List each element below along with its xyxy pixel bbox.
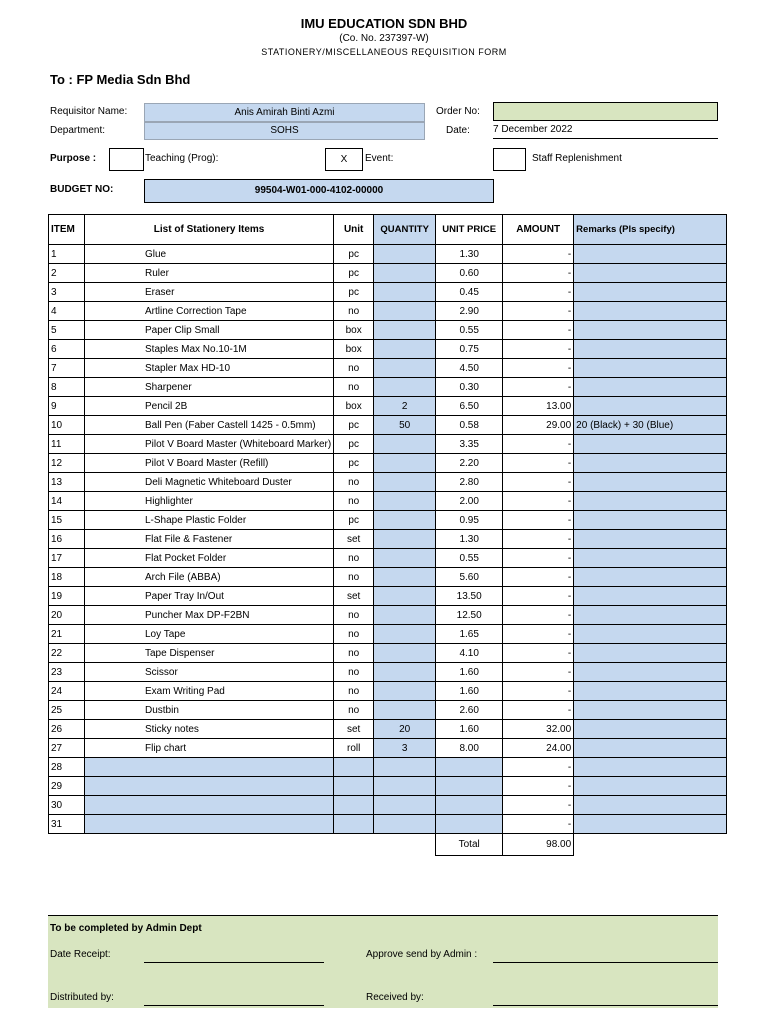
col-item-header: ITEM bbox=[49, 215, 85, 245]
budget-field[interactable]: 99504-W01-000-4102-00000 bbox=[144, 179, 494, 203]
table-row bbox=[49, 302, 727, 321]
approve-label: Approve send by Admin : bbox=[366, 949, 478, 960]
approve-line[interactable] bbox=[493, 961, 718, 963]
table-row bbox=[49, 549, 727, 568]
recipient: To : FP Media Sdn Bhd bbox=[50, 72, 191, 87]
cell-remarks[interactable] bbox=[574, 815, 727, 834]
cell-item-no: 10 bbox=[49, 416, 85, 435]
cell-unit: no bbox=[334, 568, 374, 587]
table-row bbox=[49, 568, 727, 587]
teaching-label: Teaching (Prog): bbox=[145, 153, 219, 164]
cell-unit: no bbox=[334, 378, 374, 397]
cell-remarks[interactable] bbox=[574, 644, 727, 663]
cell-quantity[interactable] bbox=[374, 454, 436, 473]
cell-remarks[interactable] bbox=[574, 454, 727, 473]
cell-unit: pc bbox=[334, 511, 374, 530]
table-row bbox=[49, 530, 727, 549]
cell-amount: 29.00 bbox=[503, 416, 574, 435]
cell-unit-price: 1.30 bbox=[436, 245, 503, 264]
cell-amount: - bbox=[503, 378, 574, 397]
cell-item-name: Flat Pocket Folder bbox=[85, 549, 334, 568]
distributed-line[interactable] bbox=[144, 1004, 324, 1006]
cell-quantity[interactable] bbox=[374, 568, 436, 587]
cell-unit-price: 6.50 bbox=[436, 397, 503, 416]
table-row bbox=[49, 587, 727, 606]
cell-item-no: 22 bbox=[49, 644, 85, 663]
cell-quantity[interactable] bbox=[374, 245, 436, 264]
cell-unit-price: 1.30 bbox=[436, 530, 503, 549]
cell-item-no: 23 bbox=[49, 663, 85, 682]
cell-unit-price: 1.60 bbox=[436, 682, 503, 701]
table-row bbox=[49, 264, 727, 283]
cell-remarks[interactable] bbox=[574, 321, 727, 340]
teaching-checkbox[interactable] bbox=[109, 148, 144, 171]
cell-remarks[interactable] bbox=[574, 758, 727, 777]
order-field[interactable] bbox=[493, 102, 718, 121]
table-row bbox=[49, 815, 727, 834]
cell-unit bbox=[334, 758, 374, 777]
cell-unit-price: 0.45 bbox=[436, 283, 503, 302]
cell-unit-price: 1.65 bbox=[436, 625, 503, 644]
table-row bbox=[49, 359, 727, 378]
staff-checkbox[interactable] bbox=[493, 148, 526, 171]
cell-item-no: 6 bbox=[49, 340, 85, 359]
cell-amount: - bbox=[503, 340, 574, 359]
cell-amount: - bbox=[503, 264, 574, 283]
table-row bbox=[49, 473, 727, 492]
cell-unit-price: 8.00 bbox=[436, 739, 503, 758]
cell-unit-price: 3.35 bbox=[436, 435, 503, 454]
cell-amount: - bbox=[503, 283, 574, 302]
cell-amount: - bbox=[503, 492, 574, 511]
company-name: IMU EDUCATION SDN BHD bbox=[300, 16, 468, 31]
cell-unit-price: 0.95 bbox=[436, 511, 503, 530]
company-number: (Co. No. 237397-W) bbox=[339, 33, 429, 44]
cell-quantity[interactable] bbox=[374, 378, 436, 397]
cell-unit: set bbox=[334, 530, 374, 549]
cell-amount: - bbox=[503, 625, 574, 644]
cell-item-no: 15 bbox=[49, 511, 85, 530]
cell-quantity[interactable] bbox=[374, 606, 436, 625]
cell-quantity[interactable] bbox=[374, 283, 436, 302]
cell-item-name: Tape Dispenser bbox=[85, 644, 334, 663]
cell-item-name: Sharpener bbox=[85, 378, 334, 397]
table-row bbox=[49, 777, 727, 796]
requisitor-label: Requisitor Name: bbox=[50, 106, 128, 117]
cell-item-name: L-Shape Plastic Folder bbox=[85, 511, 334, 530]
cell-remarks[interactable]: 20 (Black) + 30 (Blue) bbox=[574, 416, 727, 435]
cell-quantity[interactable] bbox=[374, 587, 436, 606]
received-line[interactable] bbox=[493, 1004, 718, 1006]
cell-item-name: Pilot V Board Master (Refill) bbox=[85, 454, 334, 473]
cell-item-no: 5 bbox=[49, 321, 85, 340]
staff-label: Staff Replenishment bbox=[532, 153, 622, 164]
cell-remarks[interactable] bbox=[574, 264, 727, 283]
cell-remarks[interactable] bbox=[574, 777, 727, 796]
cell-amount: - bbox=[503, 815, 574, 834]
cell-unit: no bbox=[334, 682, 374, 701]
table-row bbox=[49, 758, 727, 777]
cell-unit-price: 0.60 bbox=[436, 264, 503, 283]
cell-unit: no bbox=[334, 701, 374, 720]
cell-amount: - bbox=[503, 644, 574, 663]
table-row bbox=[49, 245, 727, 264]
cell-unit-price: 5.60 bbox=[436, 568, 503, 587]
cell-unit: pc bbox=[334, 416, 374, 435]
cell-unit bbox=[334, 796, 374, 815]
cell-amount: - bbox=[503, 302, 574, 321]
cell-unit: no bbox=[334, 549, 374, 568]
cell-unit-price: 0.75 bbox=[436, 340, 503, 359]
cell-unit: no bbox=[334, 492, 374, 511]
cell-item-no: 14 bbox=[49, 492, 85, 511]
cell-item-no: 29 bbox=[49, 777, 85, 796]
cell-item-no: 1 bbox=[49, 245, 85, 264]
table-row bbox=[49, 663, 727, 682]
cell-unit: box bbox=[334, 397, 374, 416]
form-title: STATIONERY/MISCELLANEOUS REQUISITION FORM bbox=[261, 47, 507, 57]
budget-label: BUDGET NO: bbox=[50, 184, 114, 195]
col-unit-header: Unit bbox=[334, 215, 374, 245]
cell-remarks[interactable] bbox=[574, 625, 727, 644]
table-row bbox=[49, 340, 727, 359]
cell-remarks[interactable] bbox=[574, 739, 727, 758]
cell-item-no: 7 bbox=[49, 359, 85, 378]
cell-amount: - bbox=[503, 454, 574, 473]
cell-amount: - bbox=[503, 587, 574, 606]
cell-quantity[interactable] bbox=[374, 796, 436, 815]
cell-unit: no bbox=[334, 663, 374, 682]
cell-item-no: 11 bbox=[49, 435, 85, 454]
cell-unit-price: 0.30 bbox=[436, 378, 503, 397]
cell-item-name: Scissor bbox=[85, 663, 334, 682]
cell-amount: - bbox=[503, 663, 574, 682]
cell-remarks[interactable] bbox=[574, 530, 727, 549]
received-label: Received by: bbox=[366, 992, 424, 1003]
cell-item-name: Artline Correction Tape bbox=[85, 302, 334, 321]
cell-remarks[interactable] bbox=[574, 568, 727, 587]
cell-item-name: Highlighter bbox=[85, 492, 334, 511]
cell-quantity[interactable]: 3 bbox=[374, 739, 436, 758]
cell-unit-price: 1.60 bbox=[436, 663, 503, 682]
cell-remarks[interactable] bbox=[574, 549, 727, 568]
cell-unit: set bbox=[334, 587, 374, 606]
cell-unit-price bbox=[436, 815, 503, 834]
cell-item-name: Arch File (ABBA) bbox=[85, 568, 334, 587]
table-row bbox=[49, 397, 727, 416]
cell-item-name: Ruler bbox=[85, 264, 334, 283]
cell-item-name: Ball Pen (Faber Castell 1425 - 0.5mm) bbox=[85, 416, 334, 435]
cell-quantity[interactable]: 20 bbox=[374, 720, 436, 739]
cell-amount: - bbox=[503, 682, 574, 701]
cell-remarks[interactable] bbox=[574, 340, 727, 359]
cell-unit-price: 1.60 bbox=[436, 720, 503, 739]
date-label: Date: bbox=[446, 125, 470, 136]
cell-unit-price: 0.55 bbox=[436, 321, 503, 340]
cell-amount: - bbox=[503, 473, 574, 492]
cell-unit: pc bbox=[334, 264, 374, 283]
cell-item-no: 9 bbox=[49, 397, 85, 416]
cell-item-name: Eraser bbox=[85, 283, 334, 302]
total-row bbox=[49, 834, 727, 856]
cell-quantity[interactable] bbox=[374, 701, 436, 720]
cell-quantity[interactable] bbox=[374, 492, 436, 511]
col-unit-price-header: UNIT PRICE bbox=[436, 215, 503, 245]
cell-item-no: 2 bbox=[49, 264, 85, 283]
cell-unit: no bbox=[334, 644, 374, 663]
cell-item-name: Glue bbox=[85, 245, 334, 264]
cell-unit: pc bbox=[334, 435, 374, 454]
table-row bbox=[49, 644, 727, 663]
total-label: Total bbox=[436, 834, 503, 856]
date-field[interactable]: 7 December 2022 bbox=[493, 124, 718, 139]
cell-item-name: Paper Clip Small bbox=[85, 321, 334, 340]
cell-unit-price: 0.58 bbox=[436, 416, 503, 435]
table-row bbox=[49, 720, 727, 739]
cell-unit-price: 0.55 bbox=[436, 549, 503, 568]
date-receipt-label: Date Receipt: bbox=[50, 949, 111, 960]
cell-item-no: 12 bbox=[49, 454, 85, 473]
cell-remarks[interactable] bbox=[574, 796, 727, 815]
cell-remarks[interactable] bbox=[574, 682, 727, 701]
cell-item-name: Pencil 2B bbox=[85, 397, 334, 416]
table-row bbox=[49, 606, 727, 625]
cell-item-no: 19 bbox=[49, 587, 85, 606]
cell-unit-price: 4.50 bbox=[436, 359, 503, 378]
cell-amount: - bbox=[503, 549, 574, 568]
cell-quantity[interactable]: 2 bbox=[374, 397, 436, 416]
cell-unit: set bbox=[334, 720, 374, 739]
cell-item-name: Sticky notes bbox=[85, 720, 334, 739]
cell-item-no: 30 bbox=[49, 796, 85, 815]
cell-unit: pc bbox=[334, 245, 374, 264]
cell-unit: roll bbox=[334, 739, 374, 758]
cell-quantity[interactable] bbox=[374, 511, 436, 530]
cell-item-name bbox=[85, 796, 334, 815]
cell-item-name: Stapler Max HD-10 bbox=[85, 359, 334, 378]
cell-amount: - bbox=[503, 777, 574, 796]
cell-item-name: Exam Writing Pad bbox=[85, 682, 334, 701]
cell-unit-price bbox=[436, 796, 503, 815]
cell-unit: no bbox=[334, 606, 374, 625]
cell-unit bbox=[334, 777, 374, 796]
table-row bbox=[49, 682, 727, 701]
cell-amount: 24.00 bbox=[503, 739, 574, 758]
cell-remarks[interactable] bbox=[574, 245, 727, 264]
admin-title: To be completed by Admin Dept bbox=[50, 923, 202, 934]
order-label: Order No: bbox=[436, 106, 480, 117]
table-row bbox=[49, 701, 727, 720]
table-row bbox=[49, 511, 727, 530]
table-row bbox=[49, 625, 727, 644]
cell-item-no: 3 bbox=[49, 283, 85, 302]
cell-remarks[interactable] bbox=[574, 397, 727, 416]
cell-amount: - bbox=[503, 606, 574, 625]
cell-quantity[interactable] bbox=[374, 815, 436, 834]
cell-unit-price: 13.50 bbox=[436, 587, 503, 606]
table-row bbox=[49, 796, 727, 815]
admin-section bbox=[48, 915, 718, 1008]
cell-unit: no bbox=[334, 302, 374, 321]
items-table bbox=[48, 214, 727, 856]
cell-remarks[interactable] bbox=[574, 492, 727, 511]
cell-unit bbox=[334, 815, 374, 834]
col-remarks-header: Remarks (Pls specify) bbox=[574, 215, 727, 245]
cell-amount: 13.00 bbox=[503, 397, 574, 416]
date-receipt-line[interactable] bbox=[144, 961, 324, 963]
cell-amount: 32.00 bbox=[503, 720, 574, 739]
cell-remarks[interactable] bbox=[574, 720, 727, 739]
table-row bbox=[49, 416, 727, 435]
table-row bbox=[49, 321, 727, 340]
cell-unit-price bbox=[436, 758, 503, 777]
cell-remarks[interactable] bbox=[574, 701, 727, 720]
cell-item-no: 26 bbox=[49, 720, 85, 739]
cell-remarks[interactable] bbox=[574, 435, 727, 454]
col-list-header: List of Stationery Items bbox=[85, 215, 334, 245]
cell-quantity[interactable] bbox=[374, 663, 436, 682]
cell-remarks[interactable] bbox=[574, 473, 727, 492]
cell-quantity[interactable]: 50 bbox=[374, 416, 436, 435]
col-amount-header: AMOUNT bbox=[503, 215, 574, 245]
cell-item-no: 27 bbox=[49, 739, 85, 758]
cell-item-name: Staples Max No.10-1M bbox=[85, 340, 334, 359]
cell-amount: - bbox=[503, 530, 574, 549]
cell-amount: - bbox=[503, 568, 574, 587]
cell-item-name: Flat File & Fastener bbox=[85, 530, 334, 549]
cell-unit: pc bbox=[334, 283, 374, 302]
cell-remarks[interactable] bbox=[574, 587, 727, 606]
cell-unit: pc bbox=[334, 454, 374, 473]
cell-item-no: 17 bbox=[49, 549, 85, 568]
cell-quantity[interactable] bbox=[374, 530, 436, 549]
table-row bbox=[49, 739, 727, 758]
table-row bbox=[49, 283, 727, 302]
cell-unit-price: 4.10 bbox=[436, 644, 503, 663]
cell-remarks[interactable] bbox=[574, 378, 727, 397]
cell-amount: - bbox=[503, 359, 574, 378]
cell-item-name: Paper Tray In/Out bbox=[85, 587, 334, 606]
cell-item-no: 13 bbox=[49, 473, 85, 492]
cell-unit-price: 2.60 bbox=[436, 701, 503, 720]
table-row bbox=[49, 435, 727, 454]
cell-unit-price: 2.80 bbox=[436, 473, 503, 492]
purpose-label: Purpose : bbox=[50, 153, 97, 164]
cell-item-no: 4 bbox=[49, 302, 85, 321]
cell-item-no: 31 bbox=[49, 815, 85, 834]
cell-quantity[interactable] bbox=[374, 340, 436, 359]
cell-unit: no bbox=[334, 359, 374, 378]
cell-amount: - bbox=[503, 758, 574, 777]
cell-unit-price bbox=[436, 777, 503, 796]
cell-unit-price: 2.20 bbox=[436, 454, 503, 473]
cell-quantity[interactable] bbox=[374, 644, 436, 663]
cell-item-no: 16 bbox=[49, 530, 85, 549]
department-field[interactable]: SOHS bbox=[144, 122, 425, 140]
cell-remarks[interactable] bbox=[574, 359, 727, 378]
cell-remarks[interactable] bbox=[574, 511, 727, 530]
cell-amount: - bbox=[503, 701, 574, 720]
cell-amount: - bbox=[503, 511, 574, 530]
cell-quantity[interactable] bbox=[374, 549, 436, 568]
cell-amount: - bbox=[503, 796, 574, 815]
cell-unit: no bbox=[334, 473, 374, 492]
cell-item-name bbox=[85, 777, 334, 796]
cell-item-name bbox=[85, 758, 334, 777]
cell-quantity[interactable] bbox=[374, 682, 436, 701]
col-quantity-header: QUANTITY bbox=[374, 215, 436, 245]
cell-remarks[interactable] bbox=[574, 283, 727, 302]
event-checkbox[interactable]: X bbox=[325, 148, 363, 171]
requisitor-field[interactable]: Anis Amirah Binti Azmi bbox=[144, 103, 425, 122]
cell-item-name bbox=[85, 815, 334, 834]
cell-unit-price: 12.50 bbox=[436, 606, 503, 625]
total-value: 98.00 bbox=[503, 834, 574, 856]
cell-quantity[interactable] bbox=[374, 777, 436, 796]
department-label: Department: bbox=[50, 125, 106, 136]
cell-item-no: 24 bbox=[49, 682, 85, 701]
cell-item-name: Flip chart bbox=[85, 739, 334, 758]
cell-quantity[interactable] bbox=[374, 473, 436, 492]
cell-item-name: Dustbin bbox=[85, 701, 334, 720]
cell-item-no: 18 bbox=[49, 568, 85, 587]
cell-item-name: Deli Magnetic Whiteboard Duster bbox=[85, 473, 334, 492]
cell-amount: - bbox=[503, 435, 574, 454]
cell-quantity[interactable] bbox=[374, 264, 436, 283]
cell-remarks[interactable] bbox=[574, 663, 727, 682]
cell-item-no: 28 bbox=[49, 758, 85, 777]
cell-unit: box bbox=[334, 340, 374, 359]
cell-item-no: 21 bbox=[49, 625, 85, 644]
cell-unit: box bbox=[334, 321, 374, 340]
cell-unit-price: 2.00 bbox=[436, 492, 503, 511]
cell-unit-price: 2.90 bbox=[436, 302, 503, 321]
table-header-row bbox=[49, 215, 727, 245]
event-label: Event: bbox=[365, 153, 394, 164]
cell-quantity[interactable] bbox=[374, 302, 436, 321]
cell-item-name: Pilot V Board Master (Whiteboard Marker) bbox=[85, 435, 334, 454]
cell-remarks[interactable] bbox=[574, 302, 727, 321]
table-row bbox=[49, 454, 727, 473]
table-row bbox=[49, 378, 727, 397]
cell-item-no: 25 bbox=[49, 701, 85, 720]
cell-quantity[interactable] bbox=[374, 758, 436, 777]
cell-amount: - bbox=[503, 245, 574, 264]
cell-amount: - bbox=[503, 321, 574, 340]
cell-item-name: Puncher Max DP-F2BN bbox=[85, 606, 334, 625]
cell-quantity[interactable] bbox=[374, 625, 436, 644]
cell-quantity[interactable] bbox=[374, 321, 436, 340]
cell-quantity[interactable] bbox=[374, 435, 436, 454]
cell-remarks[interactable] bbox=[574, 606, 727, 625]
cell-quantity[interactable] bbox=[374, 359, 436, 378]
table-row bbox=[49, 492, 727, 511]
cell-item-no: 20 bbox=[49, 606, 85, 625]
cell-unit: no bbox=[334, 625, 374, 644]
cell-item-no: 8 bbox=[49, 378, 85, 397]
distributed-label: Distributed by: bbox=[50, 992, 114, 1003]
cell-item-name: Loy Tape bbox=[85, 625, 334, 644]
